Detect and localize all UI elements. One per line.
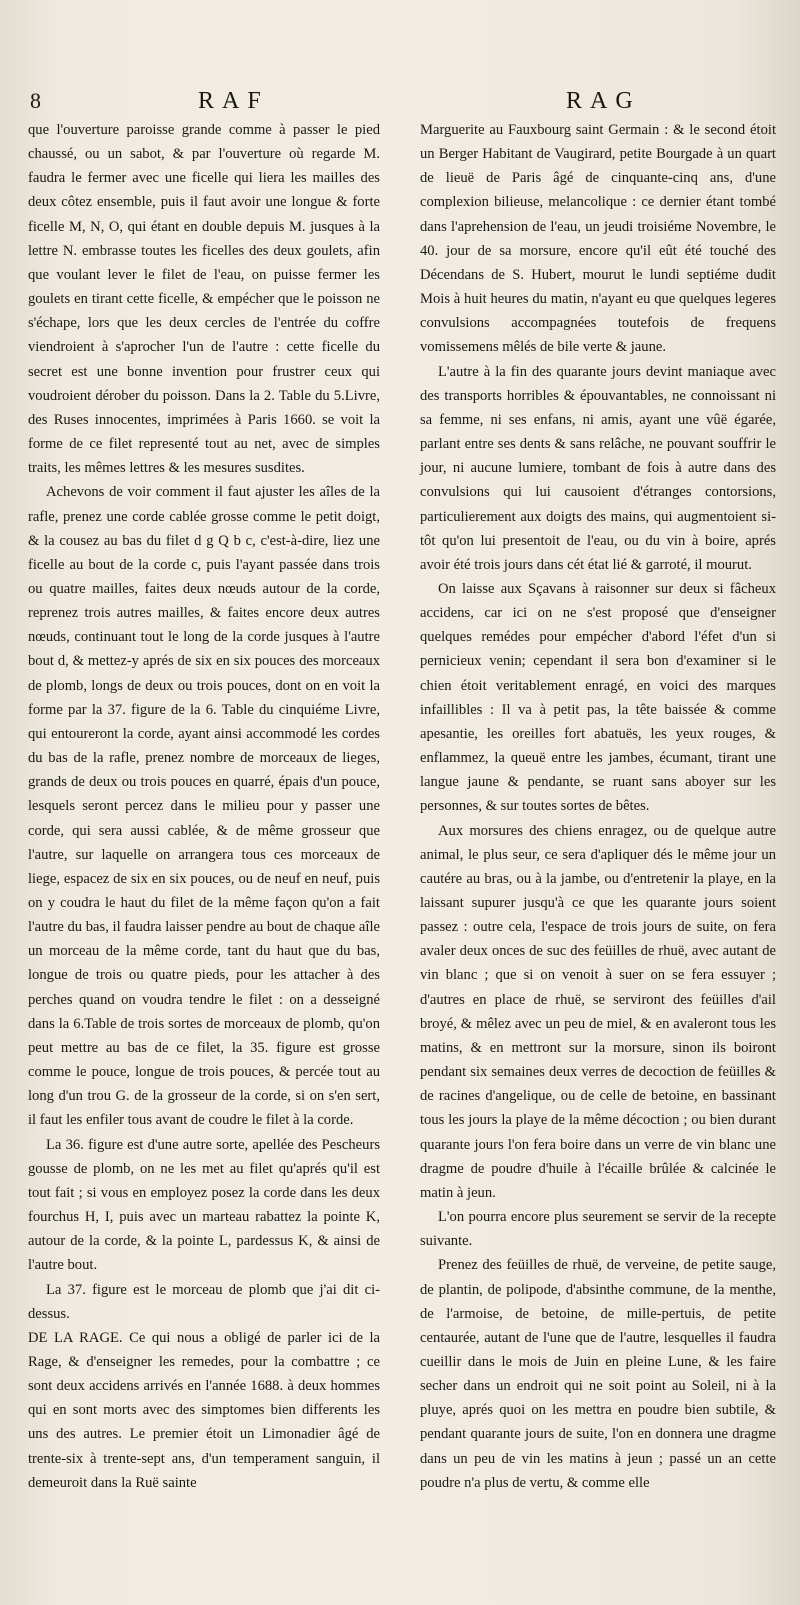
paragraph-section-heading: DE LA RAGE. Ce qui nous a obligé de parler ici de la Rage, & d'enseigner les remedes, pour la combattre ; ce sont deux accidens arrivés en l'année 1688. à deux hommes qui en sont morts avec des simptomes bien differents les uns des autres. Le premier étoit un Limonadier âgé de trente-six à trente-sept ans, d'un temperament sanguin, il demeuroit dans la Ruë sainte	[28, 1329, 380, 1491]
paragraph: Prenez des feüilles de rhuë, de verveine, de petite sauge, de plantin, de polipode, d'absinthe commune, de la menthe, de l'armoise, de betoine, de mille-pertuis, de petite centaurée, autant de l'une que de l'autre, lesquelles il faudra cueillir dans le mois de Juin en pleine Lune, & les faire secher dans un endroit qui ne soit point au Soleil, ni à la pluye, aprés quoi on les mettra en poudre bien subtile, & pendant quarante jours de suite, l'on en donnera une dragme dans un peu de vin les matins à jeun ; passé un an cette poudre n'a plus de vertu, & comme elle	[420, 1257, 776, 1491]
running-head-left: RAF	[198, 88, 269, 114]
paragraph: que l'ouverture paroisse grande comme à passer le pied chaussé, ou un sabot, & par l'ouverture où regarde M. faudra le fermer avec une ficelle qui liera les mailles des deux côtez ensemble, puis il faut avoir une longue & forte ficelle M, N, O, qui étant en double depuis M. jusques à la lettre N. embrasse toutes les ficelles des deux goulets, afin que voulant lever le filet de l'eau, on puisse fermer les goulets en tirant cette ficelle, & empécher que le poisson ne s'échape, lors que les deux cercles de l'entrée du coffre viendroient à s'aprocher l'un de l'autre : cette ficelle du secret est une bonne invention pour frustrer ceux qui voudroient dérober du poisson. Dans la 2. Table du 5.Livre, des Ruses innocentes, imprimées à Paris 1660. se voit la forme de ce filet representé tout au net, avec de simples traits, les mêmes lettres & les mesures susdites.	[28, 122, 380, 477]
paragraph: Aux morsures des chiens enragez, ou de quelque autre animal, le plus seur, ce sera d'apliquer dés le même jour un cautére au bras, ou à la jambe, ou d'entretenir la playe, en la laissant supurer jusqu'à ce que les quarante jours soient passez : outre cela, l'espace de trois jours de suite, on fera avaler deux onces de suc des feüilles de rhuë, avec autant de vin blanc ; que si on venoit à suer on se fera essuyer ; d'autres en place de rhuë, se serviront des feüilles d'ail broyé, & mêlez avec un peu de miel, & en avaleront tous les matins, & en mettront sur la morsure, sinon ils boiront pendant six semaines deux verres de decoction de feüilles & de racines d'angelique, ou de celle de betoine, en bassinant tous les jours la playe de la même décoction ; ou bien durant quarante jours l'on fera boire dans un verre de vin blanc une dragme de poudre d'huile à l'écaille brûlée & calcinée le matin à jeun.	[420, 822, 776, 1201]
running-head-right: RAG	[566, 88, 641, 114]
right-column	[420, 118, 776, 1495]
left-column	[28, 118, 380, 1495]
paragraph: Marguerite au Fauxbourg saint Germain : & le second étoit un Berger Habitant de Vaugirard, petite Bourgade à un quart de lieuë de Paris âgé de cinquante-cinq ans, d'une complexion bilieuse, melancolique : ce dernier étant tombé dans l'aprehension de l'eau, un jeudi troisiéme Novembre, le 40. jour de sa morsure, encore qu'il eût été touché des Décendans de S. Hubert, mourut le lundi septiéme dudit Mois à huit heures du matin, n'ayant eu que quelques legeres convulsions accompagnées toutefois de frequens vomissemens mêlés de bile verte & jaune.	[420, 122, 776, 356]
paragraph: L'on pourra encore plus seurement se servir de la recepte suivante.	[420, 1209, 776, 1250]
page-number: 8	[30, 88, 41, 113]
paragraph: La 36. figure est d'une autre sorte, apellée des Pescheurs gousse de plomb, on ne les met au filet qu'aprés qu'il est tout fait ; si vous en employez posez la corde dans les deux fourchus H, I, puis avec un marteau rabattez la pointe K, autour de la corde, & la pointe L, pardessus K, & ainsi de l'autre bout.	[28, 1136, 380, 1274]
page-header	[28, 88, 770, 114]
paragraph: Achevons de voir comment il faut ajuster les aîles de la rafle, prenez une corde cablée grosse comme le petit doigt, & la cousez au bas du filet d g Q b c, c'est-à-dire, liez une ficelle au bout de la corde c, puis l'ayant passée dans trois ou quatre mailles, faites deux nœuds autour de la corde, reprenez trois autres mailles, & faites encore deux autres nœuds, continuant tout le long de la corde jusques à l'autre bout d, & mettez-y aprés de six en six pouces des morceaux de plomb, longs de deux ou trois pouces, dont on en voit la forme par la 37. figure de la 6. Table du cinquiéme Livre, qui entoureront la corde, ayant ainsi accommodé les cordes du bas de la rafle, prenez nombre de morceaux de lieges, grands de deux ou trois pouces en quarré, épais d'un pouce, lesquels seront percez dans le milieu pour y passer une corde, qui sera aussi cablée, & de même grosseur que l'autre, sur laquelle on arrangera tous ces morceaux de liege, espacez de six en six pouces, ou de neuf en neuf, puis on y coudra le haut du filet de la même façon qu'on a fait l'autre du bas, il faudra laisser pendre au bout de chaque aîle un morceau de la même corde, tant du haut que du bas, longue de trois ou quatre pieds, pour les attacher à des perches quand on voudra tendre le filet : on a desseigné dans la 6.Table de trois sortes de morceaux de plomb, qu'on peut mettre au bas de ce filet, la 35. figure est grosse comme le pouce, longue de trois pouces, & percée tout au long d'un trou G. de la grosseur de la corde, si on s'en sert, il faut les enfiler tous avant de coudre le filet à la corde.	[28, 484, 380, 1129]
paragraph: L'autre à la fin des quarante jours devint maniaque avec des transports horribles & épouvantables, ne connoissant ni sa femme, ni ses enfans, ni amis, ayant une vûë égarée, parlant entre ses dents & sans relâche, ne pouvant souffrir le jour, ni aucune lumiere, tombant de fois à autre dans des convulsions qui lui causoient d'étranges contorsions, particulierement aux doigts des mains, qui augmentoient si-tôt qu'on lui presentoit de l'eau, ou du vin à boire, aprés avoir été trois jours dans cét état lié & garroté, il mourut.	[420, 363, 776, 573]
paragraph: On laisse aux Sçavans à raisonner sur deux si fâcheux accidens, car ici on ne s'est proposé que d'enseigner quelques remédes pour empécher d'abord l'éfet d'un si pernicieux venin; cependant il sera bon d'examiner si le chien étoit veritablement enragé, en voici des marques infaillibles : Il va à petit pas, la tête baissée & comme apesantie, les oreilles fort abatuës, les yeux rouges, & enflammez, la queuë entre les jambes, écumant, tirant une langue jaune & pendante, se ruant sans aboyer sur les personnes, & sur toutes sortes de bêtes.	[420, 580, 776, 815]
paragraph: La 37. figure est le morceau de plomb que j'ai dit ci-dessus.	[28, 1281, 380, 1322]
